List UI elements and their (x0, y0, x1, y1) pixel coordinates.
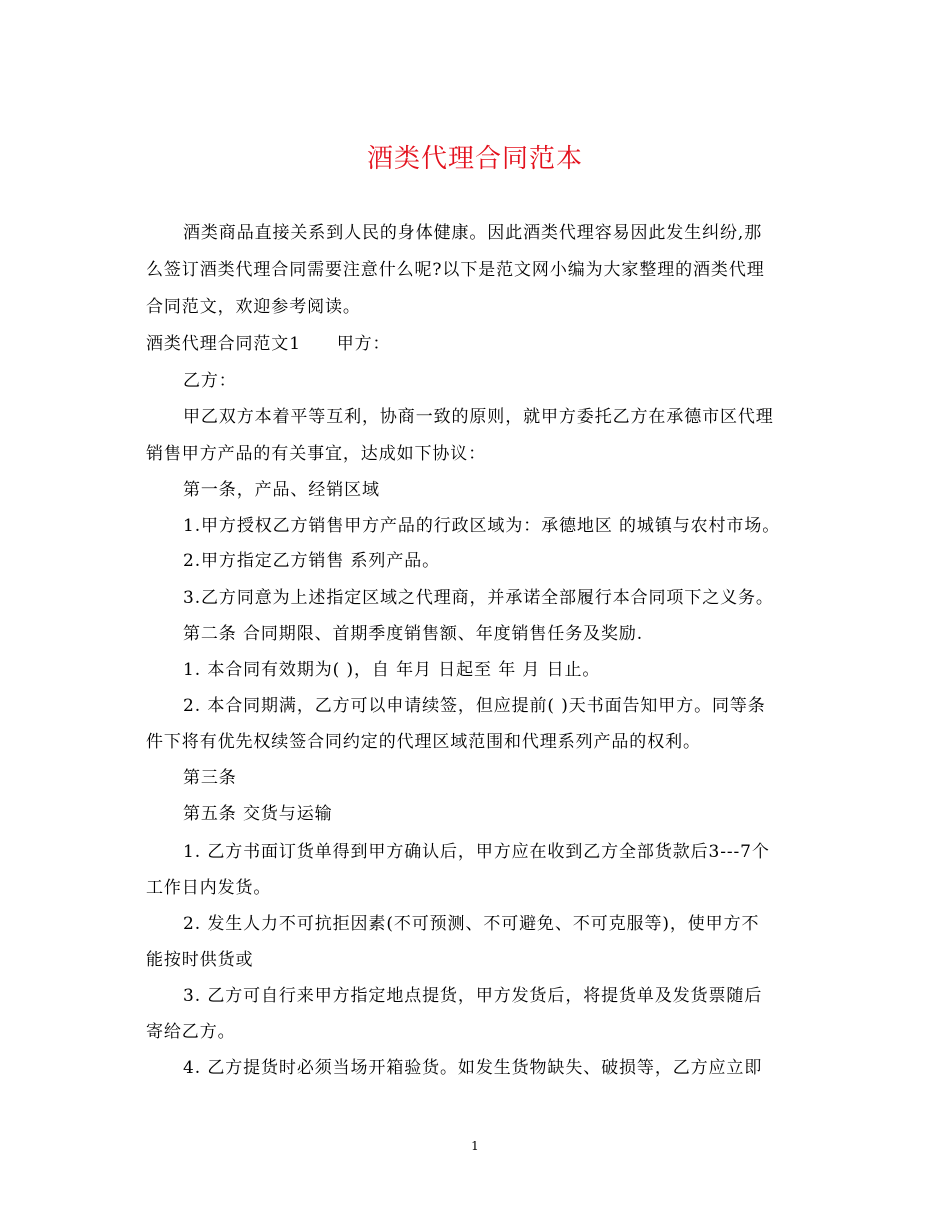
paragraph-line: 件下将有优先权续签合同约定的代理区域范围和代理系列产品的权利。 (146, 732, 701, 752)
paragraph-line: 2.甲方指定乙方销售 系列产品。 (183, 551, 441, 571)
paragraph-line: 2. 发生人力不可抗拒因素(不可预测、不可避免、不可克服等)，使甲方不 (183, 914, 760, 934)
paragraph-line: 寄给乙方。 (146, 1022, 236, 1042)
section-heading: 第三条 (183, 768, 237, 788)
paragraph-line: 1. 乙方书面订货单得到甲方确认后，甲方应在收到乙方全部货款后3---7个 (183, 842, 770, 862)
paragraph-line: 2. 本合同期满，乙方可以申请续签，但应提前( )天书面告知甲方。同等条 (183, 696, 766, 716)
paragraph-line: 酒类代理合同范文1 甲方： (146, 334, 391, 354)
paragraph-line: 乙方： (183, 371, 237, 391)
paragraph-line: 3.乙方同意为上述指定区域之代理商，并承诺全部履行本合同项下之义务。 (183, 588, 774, 608)
page-number: 1 (471, 1139, 479, 1153)
paragraph-line: 么签订酒类代理合同需要注意什么呢?以下是范文网小编为大家整理的酒类代理 (146, 260, 765, 280)
section-heading: 第二条 合同期限、首期季度销售额、年度销售任务及奖励. (183, 624, 644, 644)
paragraph-line: 1. 本合同有效期为( )，自 年月 日起至 年 月 日止。 (183, 660, 601, 680)
paragraph-line: 3. 乙方可自行来甲方指定地点提货，甲方发货后，将提货单及发货票随后 (183, 986, 763, 1006)
paragraph-line: 销售甲方产品的有关事宜，达成如下协议： (146, 444, 487, 464)
paragraph-line: 甲乙双方本着平等互利，协商一致的原则，就甲方委托乙方在承德市区代理 (183, 407, 774, 427)
paragraph-line: 酒类商品直接关系到人民的身体健康。因此酒类代理容易因此发生纠纷,那 (183, 223, 763, 243)
paragraph-line: 1.甲方授权乙方销售甲方产品的行政区域为：承德地区 的城镇与农村市场。 (183, 516, 781, 536)
paragraph-line: 能按时供货或 (146, 950, 254, 970)
section-heading: 第一条，产品、经销区域 (183, 480, 380, 500)
paragraph-line: 4. 乙方提货时必须当场开箱验货。如发生货物缺失、破损等，乙方应立即 (183, 1058, 763, 1078)
document-title: 酒类代理合同范本 (366, 144, 583, 174)
paragraph-line: 合同范文，欢迎参考阅读。 (146, 297, 361, 317)
paragraph-line: 工作日内发货。 (146, 878, 272, 898)
section-heading: 第五条 交货与运输 (183, 804, 333, 824)
